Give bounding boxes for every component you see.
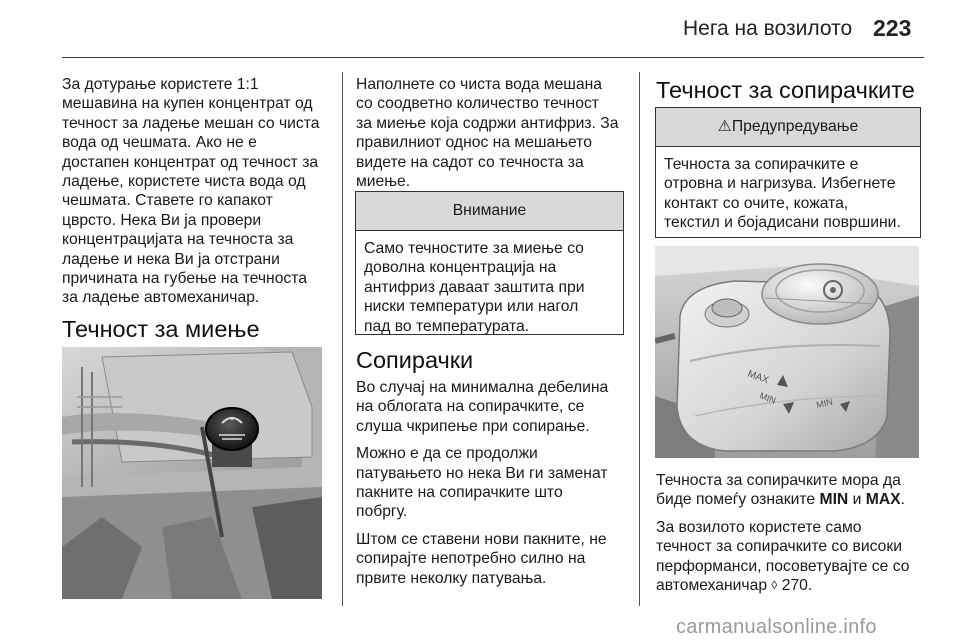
text-line: отровна и нагризува. Избегнете bbox=[664, 175, 896, 193]
text-line: За дотурање користете 1:1 bbox=[62, 76, 259, 93]
brake-fluid-paragraph-2 bbox=[656, 518, 926, 596]
text-line: Можно е да се продолжи bbox=[356, 445, 538, 463]
column-1 bbox=[62, 75, 332, 308]
text-line: контакт со очите, кожата, bbox=[664, 194, 849, 212]
text-line: концентрацијата на течноста за bbox=[62, 231, 294, 249]
brakes-paragraph-3 bbox=[356, 530, 631, 588]
min-mark-label-right: MIN bbox=[815, 396, 834, 410]
warning-box bbox=[655, 107, 921, 238]
text-fragment: и bbox=[848, 491, 866, 509]
warning-body bbox=[656, 147, 920, 239]
column-divider-2 bbox=[639, 72, 640, 606]
text-line: Течноста за сопирачките е bbox=[664, 156, 859, 173]
text-line: со соодветно количество течност bbox=[356, 95, 599, 113]
watermark: carmanualsonline.info bbox=[676, 616, 877, 638]
header-title: Нега на возилото bbox=[683, 17, 853, 40]
text-line: мешавина на купен концентрат од bbox=[62, 95, 313, 113]
min-mark-label-left: MIN bbox=[758, 390, 778, 406]
text-line: причината на губење на течноста bbox=[62, 270, 308, 288]
text-line: пакните на сопирачките што bbox=[356, 484, 563, 502]
text-line: Само течностите за миење со bbox=[364, 240, 584, 257]
max-mark-label: MAX bbox=[745, 368, 771, 387]
text-line: миење. bbox=[356, 173, 411, 191]
text-line: вода од чешмата. Ако не е bbox=[62, 134, 257, 152]
brakes-paragraph-2 bbox=[356, 444, 631, 522]
warning-title: Предупредување bbox=[731, 118, 859, 135]
coolant-paragraph bbox=[62, 75, 332, 308]
text-line: Штом се ставени нови пакните, не bbox=[356, 530, 607, 548]
text-line: Наполнете со чиста вода мешана bbox=[356, 76, 602, 93]
text-fragment: . bbox=[900, 491, 905, 509]
brake-fluid-heading: Течност за сопирачките bbox=[656, 77, 915, 103]
washer-reservoir-photo bbox=[62, 347, 322, 599]
text-line: Во случај на минимална дебелина bbox=[356, 379, 609, 396]
notice-title: Внимание bbox=[356, 192, 623, 231]
page-number: 223 bbox=[873, 15, 912, 41]
text-line: побргу. bbox=[356, 503, 408, 521]
text-line: ладење и нека Ви ја отстрани bbox=[62, 250, 280, 268]
brakes-paragraph-1 bbox=[356, 378, 631, 436]
text-line: пад во температурата. bbox=[364, 317, 530, 335]
brake-fluid-paragraph-1 bbox=[656, 471, 926, 510]
text-line: патувањето но нека Ви ги заменат bbox=[356, 464, 608, 482]
column-divider-1 bbox=[342, 72, 343, 606]
notice-body bbox=[356, 231, 623, 342]
text-line: доволна концентрација на bbox=[364, 259, 557, 277]
text-line: првите неколку патувања. bbox=[356, 569, 547, 587]
text-line: За возилото користете само bbox=[656, 518, 862, 536]
brakes-heading: Сопирачки bbox=[356, 347, 474, 373]
text-line: автомеханичар bbox=[656, 577, 772, 595]
text-line: правилниот однос на мешањето bbox=[356, 134, 592, 152]
brakes-text bbox=[356, 378, 631, 588]
text-line: достапен концентрат од течност за bbox=[62, 153, 319, 171]
page-reference-icon: ◊ bbox=[771, 578, 778, 593]
washer-photo-drawing bbox=[62, 347, 322, 599]
warning-header bbox=[656, 108, 920, 147]
brake-photo-drawing bbox=[655, 246, 919, 458]
text-line: ниски температури или нагол bbox=[364, 298, 579, 316]
text-line: на облогата на сопирачките, се bbox=[356, 398, 585, 416]
column-2 bbox=[356, 75, 626, 191]
washer-fluid-heading: Течност за миење bbox=[62, 316, 260, 342]
page-reference-link[interactable]: 270. bbox=[777, 577, 813, 595]
text-line: видете на садот со течноста за bbox=[356, 153, 584, 171]
text-line: чешмата. Ставете го капакот bbox=[62, 192, 273, 210]
text-line: сопирајте непотребно силно на bbox=[356, 550, 586, 568]
text-line: за ладење автомеханичар. bbox=[62, 289, 260, 307]
text-line: слуша чкрипење при сопирање. bbox=[356, 417, 590, 435]
max-label: MAX bbox=[865, 491, 901, 509]
text-line: текстил и бојадисани површини. bbox=[664, 214, 901, 232]
warning-triangle-icon: ⚠ bbox=[717, 118, 732, 135]
text-line: за миење која содржи антифриз. За bbox=[356, 114, 619, 132]
text-line: Течноста за сопирачките мора да bbox=[656, 472, 901, 489]
text-line: течност за сопирачките со високи bbox=[656, 538, 903, 556]
notice-box bbox=[355, 191, 624, 335]
text-line: перформанси, посоветувајте се со bbox=[656, 557, 910, 575]
text-line: антифриз даваат заштита при bbox=[364, 278, 585, 296]
brake-reservoir-photo bbox=[655, 246, 919, 458]
text-line: течност за ладење мешан со чиста bbox=[62, 114, 320, 132]
text-line: цврсто. Нека Ви ја провери bbox=[62, 211, 262, 229]
header-rule bbox=[62, 57, 924, 58]
text-line: биде помеѓу ознаките bbox=[656, 491, 820, 509]
text-line: ладење, користете чиста вода од bbox=[62, 173, 306, 191]
washer-paragraph bbox=[356, 75, 626, 191]
brake-fluid-text bbox=[656, 471, 926, 595]
min-label: MIN bbox=[819, 491, 849, 509]
